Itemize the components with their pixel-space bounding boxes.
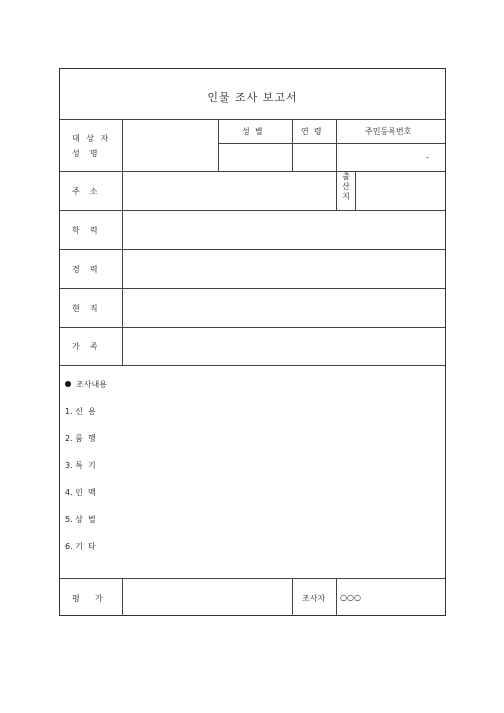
- investigator-value: ○○○: [340, 593, 361, 602]
- id-number-dash: -: [426, 153, 429, 162]
- gender-label: 성 별: [242, 127, 263, 136]
- birthplace-char: 산: [342, 182, 350, 191]
- divider: [60, 119, 445, 120]
- content-header: [65, 379, 107, 390]
- content-item: 1. 신 용: [65, 407, 96, 416]
- divider: [218, 119, 219, 171]
- report-form: [59, 68, 446, 616]
- name-label: 성 명: [72, 149, 98, 158]
- divider: [60, 288, 445, 289]
- divider: [60, 171, 445, 172]
- content-item: 2. 품 행: [65, 434, 96, 443]
- birthplace-char: 출: [342, 172, 350, 181]
- divider: [60, 210, 445, 211]
- divider: [60, 249, 445, 250]
- divider: [355, 171, 356, 210]
- content-item: 4. 인 맥: [65, 488, 96, 497]
- content-item: 6. 기 타: [65, 542, 96, 551]
- birthplace-char: 지: [342, 192, 350, 201]
- divider: [122, 578, 123, 616]
- form-title: 인물 조사 보고서: [207, 91, 298, 104]
- evaluation-label: 평 가: [72, 594, 103, 603]
- divider: [336, 578, 337, 616]
- family-label: 가 족: [72, 342, 98, 351]
- divider: [60, 327, 445, 328]
- content-item: 3. 특 기: [65, 461, 96, 470]
- career-label: 경 력: [72, 265, 98, 274]
- divider: [122, 119, 123, 365]
- content-header-label: 조사내용: [76, 380, 107, 389]
- bullet-icon: [65, 381, 71, 387]
- address-label: 주 소: [72, 187, 98, 196]
- subject-label: 대 상 자: [72, 134, 111, 143]
- divider: [292, 578, 293, 616]
- divider: [292, 119, 293, 171]
- divider: [336, 119, 337, 171]
- divider: [218, 143, 445, 144]
- investigator-label: 조사자: [302, 594, 326, 603]
- content-item: 5. 상 벌: [65, 515, 96, 524]
- age-label: 연 령: [301, 127, 322, 136]
- education-label: 학 력: [72, 226, 98, 235]
- id-number-label: 주민등록번호: [365, 127, 412, 136]
- current-job-label: 현 직: [72, 304, 98, 313]
- divider: [60, 578, 445, 579]
- birthplace-label: [337, 172, 355, 202]
- divider: [60, 365, 445, 366]
